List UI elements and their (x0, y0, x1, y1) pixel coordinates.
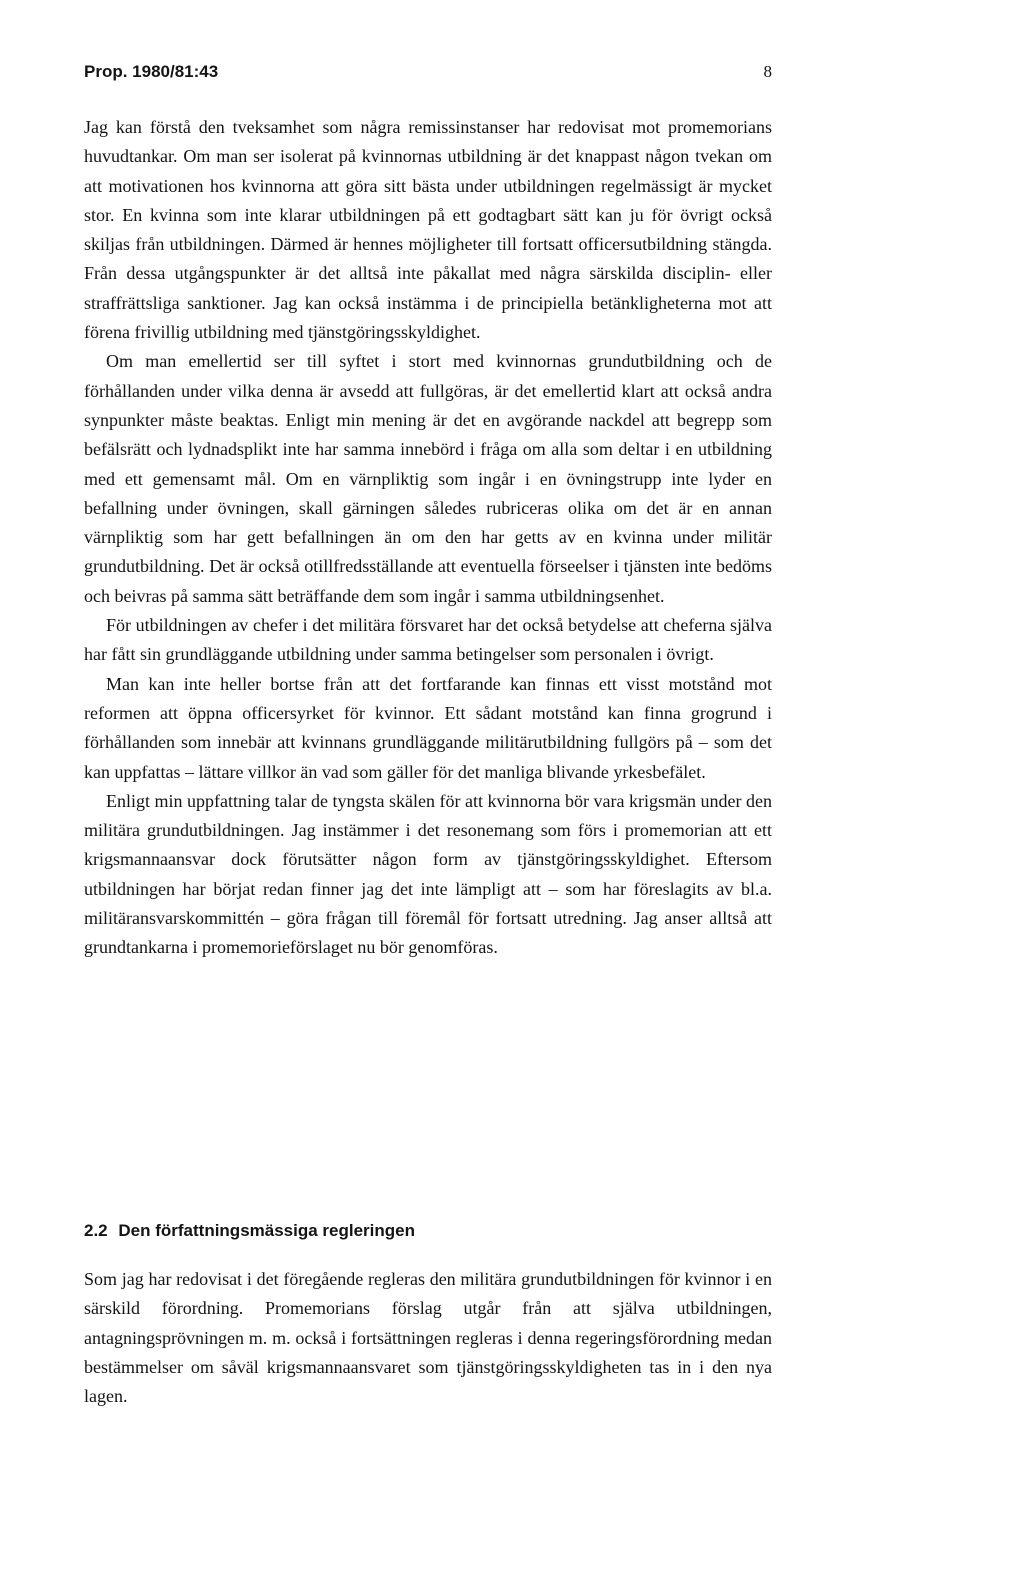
paragraph: Enligt min uppfattning talar de tyngsta skälen för att kvinnorna bör vara krigsmän under den militära grundutbildningen. Jag instämmer i det resonemang som förs i promemorian att ett krigsmannaansvar dock förutsätter någon form av tjänstgöringsskyldighet. Eftersom utbildningen har börjat redan finner jag det inte lämpligt att – som har föreslagits av bl.a. militäransvarskommittén – göra frågan till föremål för fortsatt utredning. Jag anser alltså att grundtankarna i promemorieförslaget nu bör genomföras. (84, 790, 772, 958)
paragraph: För utbildningen av chefer i det militära försvaret har det också betydelse att cheferna själva har fått sin grundläggande utbildning under samma betingelser som personalen i övrigt. (84, 615, 772, 665)
paragraph: Om man emellertid ser till syftet i stort med kvinnornas grundutbildning och de förhållanden under vilka denna är avsedd att fullgöras, är det emellertid klart att också andra synpunkter måste beaktas. Enligt min mening är det en avgörande nackdel att begrepp som befälsrätt och lydnadsplikt inte har samma innebörd i fråga om alla som deltar i en utbildning med ett gemensamt mål. Om en värnpliktig som ingår i en övningstrupp inte lyder en befallning under övningen, skall gärningen således rubriceras olika om det är en annan värnpliktig som har gett befallningen än om den har getts av en kvinna under militär grundutbildning. Det är också otillfredsställande att eventuella förseelser i tjänsten inte bedöms och beivras på samma sätt beträffande dem som ingår i samma utbildningsenhet. (84, 351, 772, 606)
page-header (84, 62, 772, 86)
main-text (84, 113, 772, 963)
section-number: 2.2 (84, 1221, 108, 1240)
document-reference: Prop. 1980/81:43 (84, 62, 219, 81)
section-title: Den författningsmässiga regleringen (118, 1221, 415, 1240)
paragraph: Jag kan förstå den tveksamhet som några remissinstanser har redovisat mot promemorians huvudtankar. Om man ser isolerat på kvinnornas utbildning är det knappast någon tvekan om att motivationen hos kvinnorna att göra sitt bästa under utbildningen regelmässigt är mycket stor. En kvinna som inte klarar utbildningen på ett godtagbart sätt kan ju för övrigt också skiljas från utbildningen. Därmed är hennes möjligheter till fortsatt officersutbildning stängda. Från dessa utgångspunkter är det alltså inte påkallat med några särskilda disciplin- eller straffrättsliga sanktioner. Jag kan också instämma i de principiella betänkligheterna mot att förena frivillig utbildning med tjänstgöringsskyldighet. (84, 117, 772, 343)
paragraph: Som jag har redovisat i det föregående regleras den militära grundutbildningen för kvinnor i en särskild förordning. Promemorians förslag utgår från att själva utbildningen, antagningsprövningen m. m. också i fortsättningen regleras i denna regeringsförordning medan bestämmelser om såväl krigsmannaansvaret som tjänstgöringsskyldigheten tas in i den nya lagen. (84, 1269, 772, 1407)
section-heading (84, 1221, 772, 1241)
page-number: 8 (763, 62, 772, 81)
paragraph: Man kan inte heller bortse från att det fortfarande kan finnas ett visst motstånd mot reformen att öppna officersyrket för kvinnor. Ett sådant motstånd kan finna grogrund i förhållanden som innebär att kvinnans grundläggande militärutbildning fullgörs på – som det kan uppfattas – lättare villkor än vad som gäller för det manliga blivande yrkesbefälet. (84, 673, 772, 782)
section-text (84, 1265, 772, 1411)
